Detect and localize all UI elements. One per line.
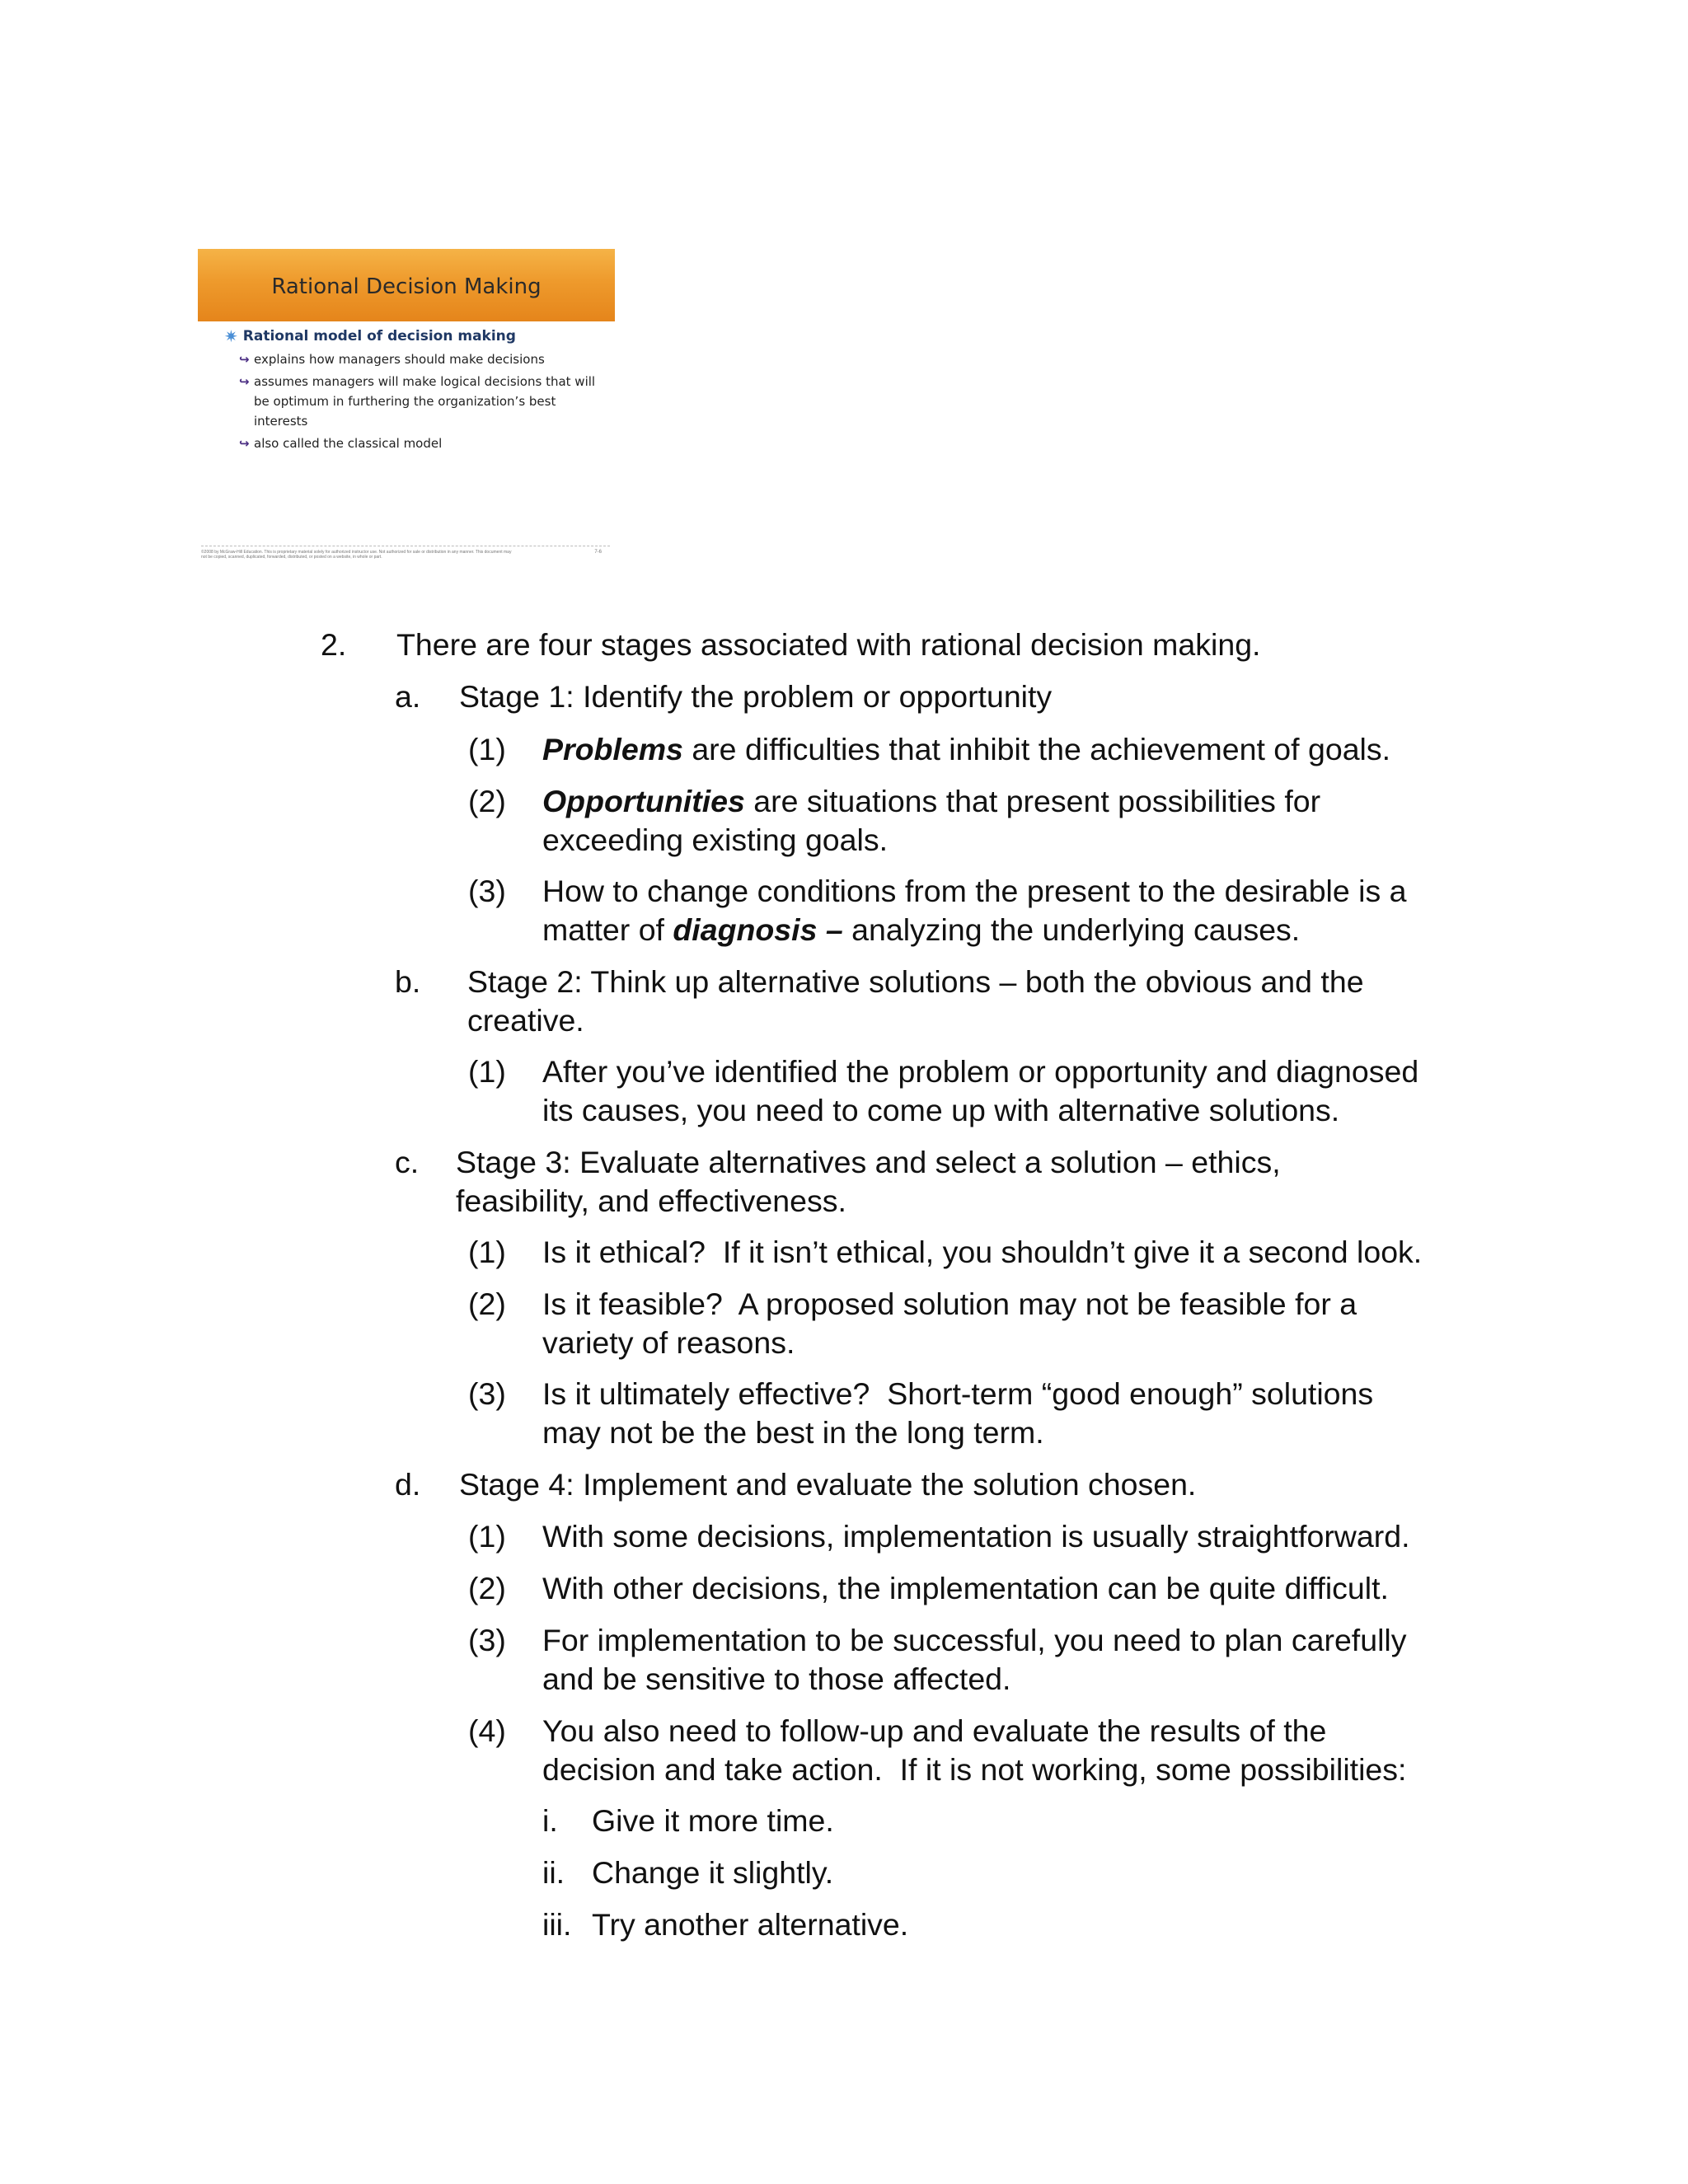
slide-copyright: ©2008 by McGraw-Hill Education. This is proprietary material solely for authorized instructor use. Not authorized for sale or distribution in any manner. This document may not be copied, scanned, duplicated, forwarded, distributed, or posted on a website, in whole or part. [201,550,512,560]
hook-arrow-bullet-icon: ↪ [239,374,250,389]
slide-footer [201,546,610,560]
hook-arrow-bullet-icon: ↪ [239,352,250,367]
slide-bullet: ↪ also called the classical model [239,434,603,453]
slide-bullet: ↪ explains how managers should make decisions [239,349,603,369]
starburst-bullet-icon: ✷ [224,326,238,346]
slide-thumbnail [198,249,615,565]
slide-heading-text: Rational model of decision making [242,328,516,344]
slide-bullet: ↪ assumes managers will make logical decisions that will be optimum in furthering the organization’s best interests [239,372,603,431]
slide-page-number: 7-6 [594,550,602,555]
slide-header [198,249,615,321]
slide-body [224,328,603,456]
slide-bullet-list [224,349,603,453]
slide-heading [224,328,603,344]
slide-title: Rational Decision Making [271,274,542,299]
hook-arrow-bullet-icon: ↪ [239,436,250,451]
